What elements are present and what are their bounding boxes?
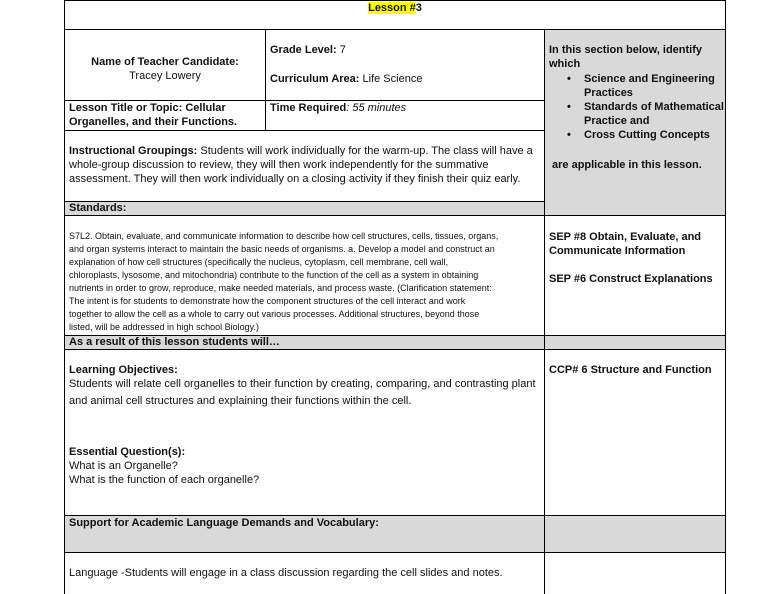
side-note-closing: are applicable in this lesson. xyxy=(552,159,702,171)
time-required xyxy=(270,101,406,115)
essential-question-1: What is an Organelle? xyxy=(69,460,178,472)
standards-line: chloroplasts, lysosome, and mitochondria) contribute to the function of the cell as a system in obtaining xyxy=(69,270,479,280)
standards-line: and organ systems interact to maintain the basic needs of organisms. a. Develop a model and construct an xyxy=(69,244,495,254)
curriculum-area xyxy=(270,72,422,86)
curriculum-label: Curriculum Area: xyxy=(270,73,360,85)
groupings-line1 xyxy=(69,144,533,158)
groupings-line3: assessment. They will then work individually on a closing activity if they finish their quiz early. xyxy=(69,173,521,185)
side-note-line2: which xyxy=(549,58,581,70)
side-note-item: • Cross Cutting Concepts xyxy=(549,128,725,142)
lesson-title-prefix: Lesson # xyxy=(368,2,416,14)
groupings-text: Students will work individually for the warm-up. The class will have a xyxy=(197,145,533,157)
side-note-line1: In this section below, identify xyxy=(549,44,702,56)
standards-line: The intent is for students to demonstrate how the component structures of the cell interact and work xyxy=(69,296,466,306)
result-heading: As a result of this lesson students will… xyxy=(69,336,280,348)
grade-level xyxy=(270,43,346,57)
lesson-topic-line1: Lesson Title or Topic: Cellular xyxy=(69,102,226,114)
support-heading: Support for Academic Language Demands and Vocabulary: xyxy=(69,517,379,529)
essential-question-2: What is the function of each organelle? xyxy=(69,474,260,486)
standards-line: together to allow the cell as a whole to carry out various processes. Additional structures, beyond those xyxy=(69,309,480,319)
side-note-item: • Standards of Mathematical Practice and xyxy=(549,100,725,128)
grade-label: Grade Level: xyxy=(270,44,337,56)
sep6: SEP #6 Construct Explanations xyxy=(549,273,713,285)
groupings-line2: whole-group discussion to review, they will then work independently for the summative xyxy=(69,159,489,171)
ccp-label: CCP# 6 Structure and Function xyxy=(549,364,712,376)
standards-line: explanation of how cell structures (specifically the nucleus, cytoplasm, cell membrane, cell wall, xyxy=(69,257,449,267)
standards-line: nutrients in order to grow, reproduce, make needed materials, and process waste. (Clarification statement: xyxy=(69,283,492,293)
time-value: : 55 minutes xyxy=(346,102,407,114)
groupings-label: Instructional Groupings: xyxy=(69,145,198,157)
teacher-label: Name of Teacher Candidate: xyxy=(91,56,239,68)
objectives-label: Learning Objectives: xyxy=(69,364,178,376)
sep8-line1: SEP #8 Obtain, Evaluate, and xyxy=(549,231,702,243)
language-text: Language -Students will engage in a class discussion regarding the cell slides and notes. xyxy=(69,567,503,579)
lesson-topic-line2: Organelles, and their Functions. xyxy=(69,116,238,128)
side-note-item: • Science and Engineering Practices xyxy=(549,72,725,100)
lesson-number: 3 xyxy=(415,2,422,14)
standards-heading-shade xyxy=(65,201,544,215)
sep8-line2: Communicate Information xyxy=(549,245,686,257)
teacher-name: Tracey Lowery xyxy=(129,70,201,82)
essential-label: Essential Question(s): xyxy=(69,446,186,458)
standards-line: S7L2. Obtain, evaluate, and communicate information to describe how cell structures, cells, tissues, organs, xyxy=(69,231,499,241)
objectives-line1: Students will relate cell organelles to their function by creating, comparing, and contrasting plant xyxy=(69,378,536,390)
standards-line: listed, will be addressed in high school Biology.) xyxy=(69,322,259,332)
standards-heading: Standards: xyxy=(69,202,127,214)
time-label: Time Required xyxy=(270,102,347,114)
objectives-line2: and animal cell structures and explaining their functions within the cell. xyxy=(69,395,412,407)
grade-value: 7 xyxy=(336,44,346,56)
lesson-title xyxy=(0,1,768,15)
curriculum-value: Life Science xyxy=(359,73,423,85)
side-note-list xyxy=(549,72,725,142)
